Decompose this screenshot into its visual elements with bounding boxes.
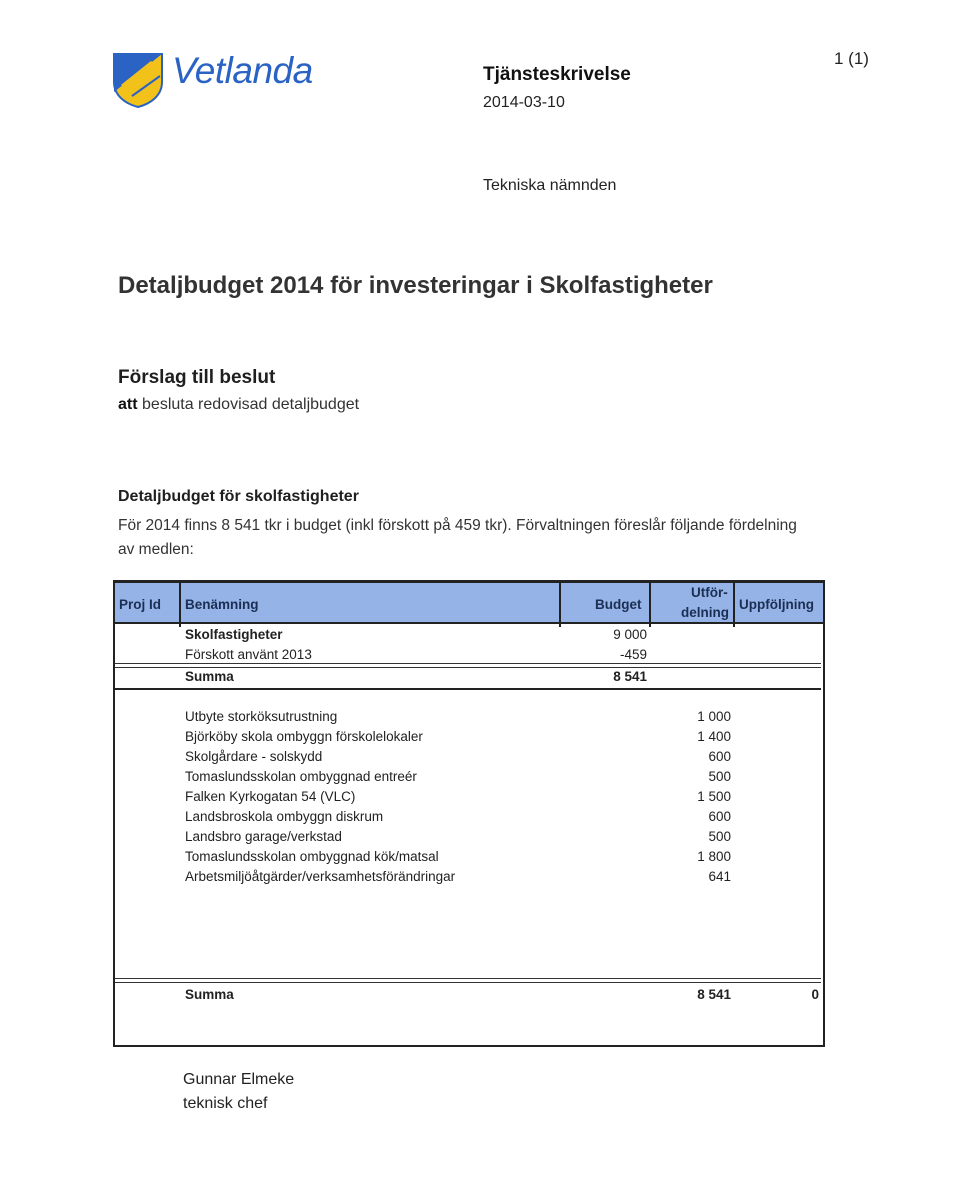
budget-row-name: Skolfastigheter (185, 627, 283, 642)
allocation-row-value: 500 (708, 829, 731, 844)
header-allocation-line1: Utför- (691, 585, 728, 600)
allocation-row-name: Tomaslundsskolan ombyggnad entreér (185, 769, 417, 784)
allocation-row-value: 600 (708, 749, 731, 764)
page-title: Detaljbudget 2014 för investeringar i Skolfastigheter (118, 272, 713, 299)
document-date: 2014-03-10 (483, 94, 565, 111)
allocation-row-value: 1 000 (697, 709, 731, 724)
allocation-row-value: 1 800 (697, 849, 731, 864)
budget-row-value: 9 000 (613, 627, 647, 642)
allocation-row-value: 1 500 (697, 789, 731, 804)
signature-name: Gunnar Elmeke (183, 1071, 295, 1088)
header-budget: Budget (595, 597, 642, 612)
section-paragraph: För 2014 finns 8 541 tkr i budget (inkl förskott på 459 tkr). Förvaltningen föreslår följande fördelning av medlen: (118, 517, 797, 558)
allocation-row-name: Arbetsmiljöåtgärder/verksamhetsförändringar (185, 869, 456, 884)
allocation-row-name: Landsbro garage/verkstad (185, 829, 342, 844)
total-followup: 0 (811, 987, 819, 1002)
proposal-body: besluta redovisad detaljbudget (142, 396, 360, 413)
header-proj-id: Proj Id (119, 597, 162, 612)
committee: Tekniska nämnden (483, 177, 617, 194)
budget-sum-value: 8 541 (613, 669, 647, 684)
page-number: 1 (1) (834, 49, 869, 68)
table-header (115, 580, 823, 624)
allocation-row-name: Falken Kyrkogatan 54 (VLC) (185, 789, 356, 804)
coat-of-arms-icon (112, 52, 164, 108)
allocation-row-value: 500 (708, 769, 731, 784)
section-heading: Detaljbudget för skolfastigheter (118, 488, 359, 505)
header-name: Benämning (185, 597, 259, 612)
allocation-row-value: 641 (708, 869, 731, 884)
budget-row-name: Förskott använt 2013 (185, 647, 312, 662)
allocation-row-name: Utbyte storköksutrustning (185, 709, 338, 724)
budget-table (113, 580, 825, 1047)
proposal-lead: att (118, 396, 138, 413)
total-label: Summa (185, 987, 234, 1002)
allocation-row-name: Tomaslundsskolan ombyggnad kök/matsal (185, 849, 439, 864)
signature-role: teknisk chef (183, 1095, 268, 1112)
header-allocation-line2: delning (681, 605, 729, 620)
budget-row-value: -459 (619, 647, 647, 662)
budget-sum-label: Summa (185, 669, 234, 684)
document-type: Tjänsteskrivelse (483, 64, 631, 85)
proposal-text (118, 396, 359, 414)
allocation-row-name: Skolgårdare - solskydd (185, 749, 323, 764)
logo-text: Vetlanda (172, 50, 313, 91)
allocation-row-value: 600 (708, 809, 731, 824)
allocation-row-name: Landsbroskola ombyggn diskrum (185, 809, 384, 824)
proposal-heading: Förslag till beslut (118, 367, 276, 388)
allocation-row-name: Björköby skola ombyggn förskolelokaler (185, 729, 423, 744)
allocation-row-value: 1 400 (697, 729, 731, 744)
total-value: 8 541 (697, 987, 731, 1002)
header-followup: Uppföljning (739, 597, 814, 612)
